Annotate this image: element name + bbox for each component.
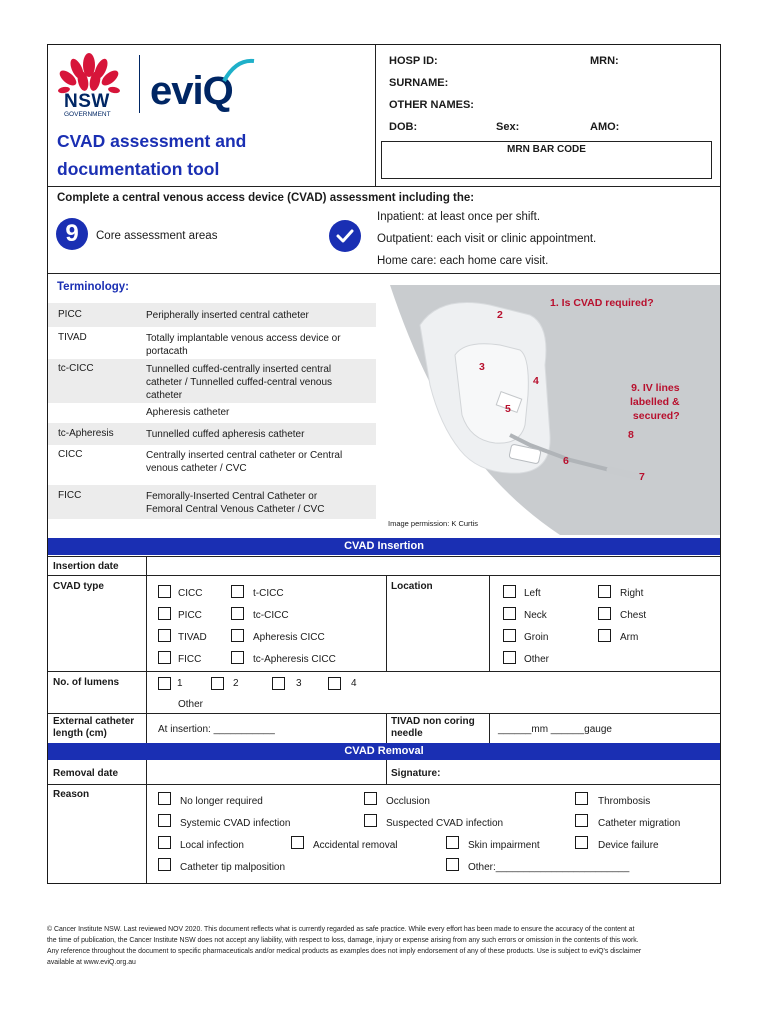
lumens-label: No. of lumens <box>53 677 120 688</box>
gauge-field[interactable]: ______mm ______gauge <box>498 724 612 735</box>
local-infection-label: Local infection <box>180 840 244 851</box>
nsw-government-text: GOVERNMENT <box>64 111 111 118</box>
barcode-label: MRN BAR CODE <box>507 144 586 155</box>
catheter-migration-label: Catheter migration <box>598 818 681 829</box>
rule <box>386 760 387 784</box>
insertion-date-label: Insertion date <box>53 561 119 572</box>
other-location-label: Other <box>524 654 550 665</box>
chest-label: Chest <box>620 610 647 621</box>
mrn-label: MRN: <box>590 55 619 67</box>
marker-4: 4 <box>533 375 539 387</box>
right-checkbox[interactable] <box>598 585 611 598</box>
header-bottom-rule <box>48 186 720 187</box>
q9-line: secured? <box>632 410 680 422</box>
left-checkbox[interactable] <box>503 585 516 598</box>
document-title <box>57 127 246 183</box>
home-care-text: Home care: each home care visit. <box>377 255 549 267</box>
tivad-needle-label <box>391 716 475 740</box>
q1-label: 1. Is CVAD required? <box>550 297 654 309</box>
device-failure-label: Device failure <box>598 840 659 851</box>
t-cicc-checkbox[interactable] <box>231 585 244 598</box>
marker-6: 6 <box>563 455 569 467</box>
term-definition: Tunnelled cuffed apheresis catheter <box>146 429 305 440</box>
thrombosis-checkbox[interactable] <box>575 792 588 805</box>
lumen-3-label: 3 <box>296 678 302 689</box>
rule <box>386 575 387 671</box>
amo-label: AMO: <box>590 121 620 133</box>
tivad-needle-line: needle <box>391 728 423 739</box>
lumen-3-checkbox[interactable] <box>272 677 285 690</box>
footer-line: © Cancer Institute NSW. Last reviewed NOV 2020. This document reflects what is currently regarded as safe practice. While every effort has been made to ensure the accuracy of the content at <box>47 926 635 933</box>
outpatient-text: Outpatient: each visit or clinic appointment. <box>377 233 597 245</box>
header-divider <box>375 45 376 186</box>
arm-checkbox[interactable] <box>598 629 611 642</box>
insertion-bar: CVAD Insertion <box>48 538 720 555</box>
q9-line: 9. IV lines <box>631 382 680 394</box>
thrombosis-label: Thrombosis <box>598 796 651 807</box>
mrn-barcode-box <box>381 141 712 179</box>
lumen-2-checkbox[interactable] <box>211 677 224 690</box>
term-definition: Totally implantable venous access device or portacath <box>146 333 341 357</box>
term-definition: Centrally inserted central catheter or Central venous catheter / CVC <box>146 450 343 474</box>
eviq-swoosh-icon <box>222 57 256 83</box>
systemic-infection-label: Systemic CVAD infection <box>180 818 291 829</box>
marker-3: 3 <box>479 361 485 373</box>
marker-7: 7 <box>639 471 645 483</box>
term-definition: Peripherally inserted central catheter <box>146 310 309 321</box>
right-label: Right <box>620 588 644 599</box>
term-row <box>48 359 376 403</box>
skin-impairment-checkbox[interactable] <box>446 836 459 849</box>
removal-bar: CVAD Removal <box>48 743 720 760</box>
term-abbr: FICC <box>58 490 82 501</box>
term-row <box>48 485 376 519</box>
core-areas-text: Core assessment areas <box>96 230 218 242</box>
systemic-infection-checkbox[interactable] <box>158 814 171 827</box>
cvad-type-label: CVAD type <box>53 581 104 592</box>
no-longer-required-label: No longer required <box>180 796 263 807</box>
term-abbr: TIVAD <box>58 332 87 343</box>
tc-apheresis-cicc-checkbox[interactable] <box>231 651 244 664</box>
tc-apheresis-cicc-label: tc-Apheresis CICC <box>253 654 336 665</box>
tip-malposition-checkbox[interactable] <box>158 858 171 871</box>
occlusion-checkbox[interactable] <box>364 792 377 805</box>
at-insertion-field[interactable]: At insertion: ___________ <box>158 724 275 735</box>
nine-number: 9 <box>65 220 79 247</box>
rule <box>48 575 720 576</box>
footer-disclaimer <box>47 924 727 968</box>
tc-cicc-checkbox[interactable] <box>231 607 244 620</box>
cicc-label: CICC <box>178 588 203 599</box>
rule <box>48 671 720 672</box>
external-length-line: length (cm) <box>53 728 107 739</box>
footer-line: Any reference throughout the document to specific pharmaceuticals and/or medical products as examples does not imply endorsement of any of these products. Use is subject to eviQ's disclaimer <box>47 948 642 955</box>
eviq-logo <box>150 69 280 117</box>
apheresis-cicc-label: Apheresis CICC <box>253 632 325 643</box>
no-longer-required-checkbox[interactable] <box>158 792 171 805</box>
eviq-wordmark: eviQ <box>150 69 233 113</box>
term-row <box>48 303 376 327</box>
term-row <box>48 403 376 423</box>
tivad-label: TIVAD <box>178 632 207 643</box>
rule <box>386 713 387 743</box>
hosp-id-label: HOSP ID: <box>389 55 438 67</box>
accidental-removal-label: Accidental removal <box>313 840 398 851</box>
other-names-label: OTHER NAMES: <box>389 99 474 111</box>
ficc-label: FICC <box>178 654 202 665</box>
nsw-logo <box>56 51 122 119</box>
cvad-dressing-image <box>380 285 720 535</box>
check-icon <box>329 220 361 252</box>
groin-label: Groin <box>524 632 549 643</box>
other-location-checkbox[interactable] <box>503 651 516 664</box>
arm-label: Arm <box>620 632 639 643</box>
reason-label: Reason <box>53 789 90 800</box>
term-row <box>48 327 376 361</box>
removal-date-label: Removal date <box>53 768 119 779</box>
suspected-infection-label: Suspected CVAD infection <box>386 818 504 829</box>
dob-label: DOB: <box>389 121 418 133</box>
marker-2: 2 <box>497 309 503 321</box>
assessment-heading: Complete a central venous access device (CVAD) assessment including the: <box>57 192 475 204</box>
neck-label: Neck <box>524 610 547 621</box>
ficc-checkbox[interactable] <box>158 651 171 664</box>
q9-label <box>630 381 680 423</box>
surname-label: SURNAME: <box>389 77 449 89</box>
lumen-other-label: Other <box>178 699 204 710</box>
suspected-infection-checkbox[interactable] <box>364 814 377 827</box>
logo-divider <box>139 55 140 113</box>
groin-checkbox[interactable] <box>503 629 516 642</box>
tivad-checkbox[interactable] <box>158 629 171 642</box>
title-line-2: documentation tool <box>57 159 220 179</box>
other-reason-checkbox[interactable] <box>446 858 459 871</box>
lumen-2-label: 2 <box>233 678 239 689</box>
lumen-4-checkbox[interactable] <box>328 677 341 690</box>
form-page <box>47 44 721 884</box>
rule <box>48 556 720 557</box>
rule <box>48 713 720 714</box>
rule <box>48 784 720 785</box>
device-failure-checkbox[interactable] <box>575 836 588 849</box>
accidental-removal-checkbox[interactable] <box>291 836 304 849</box>
term-definition: Apheresis catheter <box>146 407 230 418</box>
term-abbr: PICC <box>58 309 82 320</box>
footer-line: the time of publication, the Cancer Institute NSW does not accept any liability, with respect to loss, damage, injury or expense arising from any such errors or omission in the contents of this work. <box>47 937 639 944</box>
apheresis-cicc-checkbox[interactable] <box>231 629 244 642</box>
sex-label: Sex: <box>496 121 520 133</box>
term-abbr: tc-Apheresis <box>58 428 114 439</box>
skin-impairment-label: Skin impairment <box>468 840 540 851</box>
term-definition: Femorally-Inserted Central Catheter or Femoral Central Venous Catheter / CVC <box>146 491 325 515</box>
neck-checkbox[interactable] <box>503 607 516 620</box>
checkmark-badge-icon <box>329 220 361 252</box>
chest-checkbox[interactable] <box>598 607 611 620</box>
term-definition: Tunnelled cuffed-centrally inserted central catheter / Tunnelled cuffed-central venous catheter <box>146 364 333 401</box>
lumen-1-checkbox[interactable] <box>158 677 171 690</box>
left-label: Left <box>524 588 541 599</box>
nine-badge <box>56 218 88 250</box>
footer-line: available at www.eviQ.org.au <box>47 959 136 966</box>
term-abbr: CICC <box>58 449 83 460</box>
lumen-1-label: 1 <box>177 678 183 689</box>
inpatient-text: Inpatient: at least once per shift. <box>377 211 541 223</box>
term-row <box>48 423 376 445</box>
cicc-checkbox[interactable] <box>158 585 171 598</box>
marker-5: 5 <box>505 403 511 415</box>
assessment-bottom-rule <box>48 273 720 274</box>
marker-8: 8 <box>628 429 634 441</box>
q9-line: labelled & <box>630 396 680 408</box>
catheter-migration-checkbox[interactable] <box>575 814 588 827</box>
rule <box>489 575 490 671</box>
external-length-line: External catheter <box>53 716 135 727</box>
external-length-label <box>53 716 134 740</box>
rule <box>489 713 490 743</box>
tivad-needle-line: TIVAD non coring <box>391 716 475 727</box>
tc-cicc-label: tc-CICC <box>253 610 289 621</box>
nsw-wordmark: NSW <box>64 91 110 112</box>
term-row <box>48 445 376 485</box>
tip-malposition-label: Catheter tip malposition <box>180 862 286 873</box>
terminology-heading: Terminology: <box>57 281 129 293</box>
lumen-4-label: 4 <box>351 678 357 689</box>
occlusion-label: Occlusion <box>386 796 430 807</box>
term-abbr: tc-CICC <box>58 363 94 374</box>
other-reason-field[interactable]: Other:________________________ <box>468 862 630 873</box>
rule <box>146 760 147 883</box>
signature-label: Signature: <box>391 768 441 779</box>
local-infection-checkbox[interactable] <box>158 836 171 849</box>
title-line-1: CVAD assessment and <box>57 131 247 151</box>
location-label: Location <box>391 581 433 592</box>
picc-label: PICC <box>178 610 202 621</box>
picc-checkbox[interactable] <box>158 607 171 620</box>
image-permission: Image permission: K Curtis <box>388 519 479 528</box>
t-cicc-label: t-CICC <box>253 588 284 599</box>
